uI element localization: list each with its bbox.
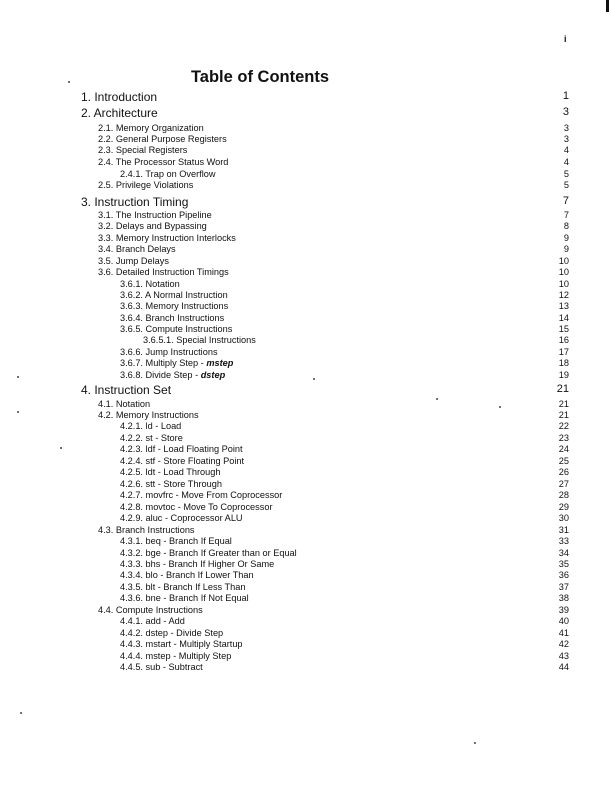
toc-entry [0,106,612,120]
scan-speck [17,376,19,378]
toc-entry-page: 34 [558,548,569,558]
toc-entry-page: 3 [563,134,569,144]
toc-entry-label: 3.3. Memory Instruction Interlocks [98,233,236,243]
page-title: Table of Contents [190,68,330,86]
toc-entry-label: 4.2.7. movfrc - Move From Coprocessor [120,490,283,500]
toc-entry-page: 29 [558,502,569,512]
toc-entry-page: 23 [558,433,569,443]
toc-entry-page: 17 [558,347,569,357]
toc-entry-page: 9 [563,233,569,243]
toc-entry-page: 38 [558,593,569,603]
toc-entry-label: 4.4.1. add - Add [120,616,185,626]
toc-entry-page: 10 [558,279,569,289]
toc-entry-label: 3.6. Detailed Instruction Timings [98,267,229,277]
scan-speck [474,742,476,744]
toc-entry-label: 4.3.3. bhs - Branch If Higher Or Same [120,559,275,569]
toc-entry-label: 2.4.1. Trap on Overflow [120,169,216,179]
toc-entry-label: 4.2.4. stf - Store Floating Point [120,456,245,466]
toc-entry-label: 4.2.6. stt - Store Through [120,479,222,489]
scan-speck [68,81,70,83]
toc-entry-page: 7 [562,195,569,207]
toc-entry-label: 3.6.6. Jump Instructions [120,347,218,357]
toc-entry-label: 4.4.2. dstep - Divide Step [120,628,224,638]
toc-entry-page: 44 [558,662,569,672]
toc-entry-label: 4.3. Branch Instructions [98,525,195,535]
toc-entry-page: 41 [558,628,569,638]
toc-entry-label: 4. Instruction Set [81,383,172,397]
toc-entry-page: 4 [563,145,569,155]
toc-entry-label: 4.2.9. aluc - Coprocessor ALU [120,513,243,523]
toc-entry-page: 7 [563,210,569,220]
toc-entry-page: 13 [558,301,569,311]
toc-entry [0,662,612,676]
toc-entry-label: 3.6.4. Branch Instructions [120,313,225,323]
toc-entry-page: 19 [558,370,569,380]
toc-entry-page: 5 [563,180,569,190]
toc-entry-label: 4.3.2. bge - Branch If Greater than or Equal [120,548,297,558]
toc-entry-page: 39 [558,605,569,615]
toc-entry-label: 4.3.5. blt - Branch If Less Than [120,582,246,592]
toc-entry-page: 10 [558,256,569,266]
toc-entry-label: 3.2. Delays and Bypassing [98,221,207,231]
toc-entry-label: 4.3.1. beq - Branch If Equal [120,536,232,546]
page-marker: i [564,34,567,44]
toc-entry-label: 3.6.5. Compute Instructions [120,324,233,334]
toc-entry-page: 1 [562,90,569,102]
toc-entry-label: 3.6.2. A Normal Instruction [120,290,228,300]
toc-entry-page: 21 [556,383,569,395]
toc-entry-page: 18 [558,358,569,368]
toc-entry-page: 12 [558,290,569,300]
toc-entry-label: 2. Architecture [81,106,158,120]
toc-entry-page: 3 [562,106,569,118]
toc-entry-page: 5 [563,169,569,179]
toc-entry-label: 4.2. Memory Instructions [98,410,199,420]
toc-entry [0,195,612,209]
toc-entry-label: 2.1. Memory Organization [98,123,204,133]
scan-speck [17,411,19,413]
toc-entry-page: 37 [558,582,569,592]
toc-entry-label: 4.4.5. sub - Subtract [120,662,203,672]
toc-entry-page: 36 [558,570,569,580]
toc-entry-page: 33 [558,536,569,546]
toc-entry-page: 40 [558,616,569,626]
toc-entry-page: 27 [558,479,569,489]
toc-entry-label: 3.6.5.1. Special Instructions [143,335,256,345]
toc-entry-label: 3.4. Branch Delays [98,244,176,254]
toc-entry-label: 4.3.6. bne - Branch If Not Equal [120,593,249,603]
toc-entry-page: 35 [558,559,569,569]
scan-speck [313,378,315,380]
toc-entry-label: 4.3.4. blo - Branch If Lower Than [120,570,254,580]
scan-edge-mark [606,0,609,12]
toc-entry-page: 3 [563,123,569,133]
toc-entry-page: 21 [558,399,569,409]
toc-entry-page: 16 [558,335,569,345]
toc-entry-label: 4.4.3. mstart - Multiply Startup [120,639,243,649]
toc-entry-page: 31 [558,525,569,535]
toc-entry [0,370,612,384]
toc-entry-page: 43 [558,651,569,661]
toc-entry-page: 24 [558,444,569,454]
scan-speck [20,712,22,714]
toc-entry-label: 3.6.7. Multiply Step - mstep [120,358,234,368]
toc-entry-page: 15 [558,324,569,334]
toc-entry [0,90,612,104]
toc-entry-label: 4.2.5. ldt - Load Through [120,467,221,477]
toc-entry-label: 2.4. The Processor Status Word [98,157,229,167]
scan-speck [60,447,62,449]
toc-entry-page: 21 [558,410,569,420]
toc-entry-label: 4.2.1. ld - Load [120,421,182,431]
toc-entry-page: 9 [563,244,569,254]
toc-entry-label: 4.2.3. ldf - Load Floating Point [120,444,243,454]
toc-entry-label: 4.2.8. movtoc - Move To Coprocessor [120,502,273,512]
toc-entry-label: 4.2.2. st - Store [120,433,183,443]
toc-entry-label: 2.2. General Purpose Registers [98,134,227,144]
toc-entry-label: 3.6.8. Divide Step - dstep [120,370,226,380]
toc-entry-label: 3.1. The Instruction Pipeline [98,210,212,220]
toc-entry-label: 4.4. Compute Instructions [98,605,203,615]
toc-entry-page: 8 [563,221,569,231]
toc-entry-page: 26 [558,467,569,477]
toc-entry-label: 3. Instruction Timing [81,195,189,209]
toc-entry-label: 2.3. Special Registers [98,145,188,155]
scan-speck [436,398,438,400]
toc-entry-page: 14 [558,313,569,323]
toc-entry-label: 3.6.1. Notation [120,279,180,289]
toc-entry-page: 25 [558,456,569,466]
toc-entry-page: 10 [558,267,569,277]
toc-entry-label: 1. Introduction [81,90,158,104]
toc-entry-label: 3.5. Jump Delays [98,256,169,266]
toc-entry-label: 4.1. Notation [98,399,151,409]
toc-entry-page: 28 [558,490,569,500]
toc-entry-label: 4.4.4. mstep - Multiply Step [120,651,232,661]
scan-speck [499,406,501,408]
toc-entry-page: 22 [558,421,569,431]
toc-entry-page: 4 [563,157,569,167]
toc-entry-label: 3.6.3. Memory Instructions [120,301,229,311]
toc-entry [0,383,612,397]
toc-entry-page: 42 [558,639,569,649]
toc-entry-label: 2.5. Privilege Violations [98,180,194,190]
toc-entry-page: 30 [558,513,569,523]
toc-entry [0,180,612,194]
